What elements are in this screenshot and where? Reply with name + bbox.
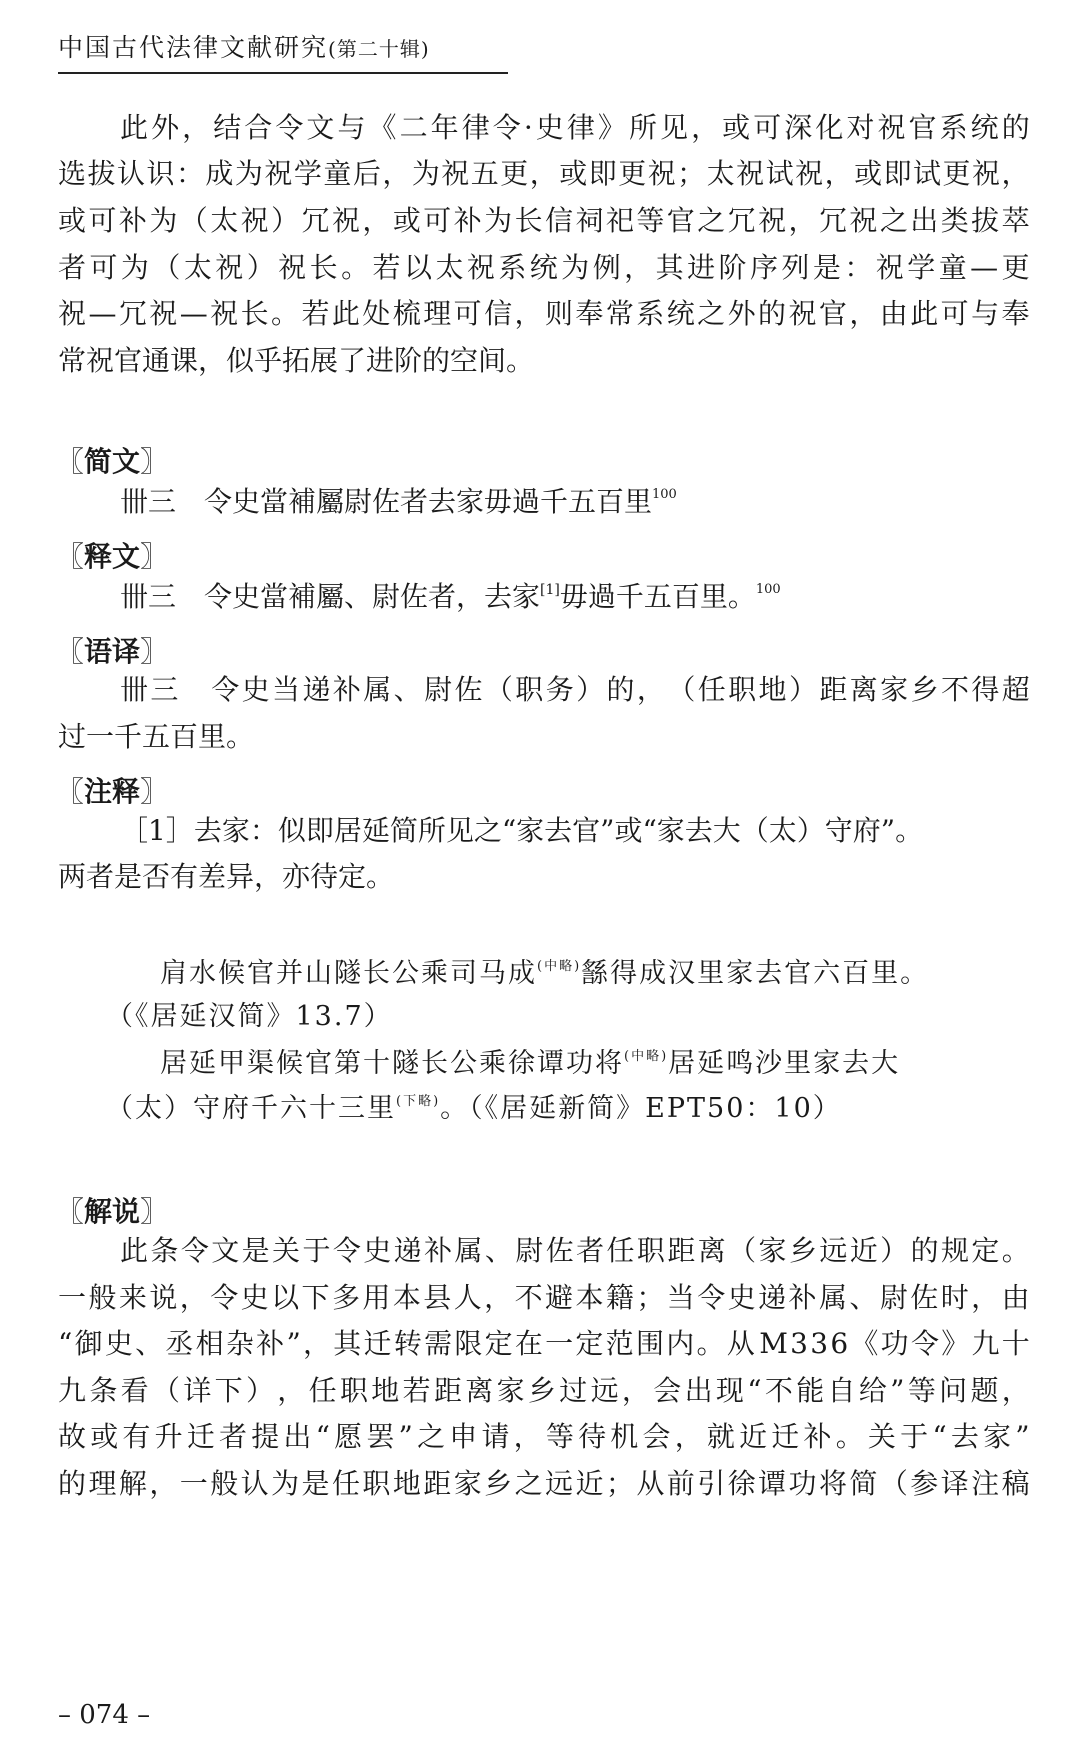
body-line: 此 条 令 文 是 关 于 令 史 递 补 属 、 尉 佐 者 任 职 距 离 （ 家 乡 远 近 ） 的 规 定 。 bbox=[120, 1234, 1030, 1267]
section-heading-yuyi: 〖语译〗 bbox=[56, 635, 169, 668]
slip-number: 100 bbox=[755, 582, 781, 597]
body-line: 九 条 看 （ 详 下 ） ， 任 职 地 若 距 离 家 乡 过 远 ， 会 出 现 “ 不 能 自 给 ” 等 问 题 ， bbox=[58, 1374, 1030, 1407]
note-line: 两者是否有差异，亦待定。 bbox=[58, 860, 395, 893]
body-line: 一 般 来 说 ， 令 史 以 下 多 用 本 县 人 ， 不 避 本 籍 ； 当 令 史 递 补 属 、 尉 佐 时 ， 由 bbox=[58, 1281, 1030, 1314]
yiwen-line: 过一千五百里。 bbox=[58, 720, 255, 753]
section-heading-shiwen: 〖释文〗 bbox=[56, 540, 169, 573]
quote-source: （《居延汉简》13.7） bbox=[106, 1001, 393, 1032]
note-marker: [1] bbox=[540, 582, 560, 598]
section-heading-jianwen: 〖简文〗 bbox=[56, 445, 169, 478]
quote-line: 肩水候官并山隧长公乘司马成 (中略) 䌛得成汉里家去官六百里。 bbox=[160, 958, 930, 989]
journal-volume: (第二十辑) bbox=[328, 37, 430, 61]
body-line: 选 拔 认 识 ： 成 为 祝 学 童 后 ， 为 祝 五 更 ， 或 即 更 祝 ； 太 祝 试 祝 ， 或 即 试 更 祝 ， bbox=[58, 157, 1030, 190]
body-line: 此 外 ， 结 合 令 文 与 《 二 年 律 令 · 史 律 》 所 见 ， 或 可 深 化 对 祝 官 系 统 的 bbox=[120, 111, 1030, 144]
running-header bbox=[58, 28, 508, 74]
section-heading-zhushi: 〖注释〗 bbox=[56, 775, 169, 808]
jianwen-text: 卌三 令史當補屬尉佐者去家毋過千五百里 100 bbox=[120, 485, 677, 518]
section-heading-jieshuo: 〖解说〗 bbox=[56, 1195, 169, 1228]
body-line: 者 可 为 （ 太 祝 ） 祝 长 。 若 以 太 祝 系 统 为 例 ， 其 进 阶 序 列 是 ： 祝 学 童 — 更 bbox=[58, 251, 1030, 284]
slip-number: 100 bbox=[652, 487, 677, 502]
quote-line: 居延甲渠候官第十隧长公乘徐谭功将 (中略) 居延鸣沙里家去大 bbox=[160, 1048, 901, 1079]
body-line: 或 可 补 为 （ 太 祝 ） 冗 祝 ， 或 可 补 为 长 信 祠 祀 等 官 之 冗 祝 ， 冗 祝 之 出 类 拔 萃 bbox=[58, 204, 1030, 237]
shiwen-text: 卌三 令史當補屬、尉佐者，去家 [1] 毋過千五百里。 100 bbox=[120, 580, 781, 613]
page-number: – 074 – bbox=[58, 1700, 151, 1730]
body-line: 祝 — 冗 祝 — 祝 长 。 若 此 处 梳 理 可 信 ， 则 奉 常 系 统 之 外 的 祝 官 ， 由 此 可 与 奉 bbox=[58, 297, 1030, 330]
journal-title: 中国古代法律文献研究 bbox=[58, 33, 329, 62]
note-line: ［1］去家：似即居延简所见之“家去官”或“家去大（太）守府”。 bbox=[120, 814, 924, 847]
quote-line: （太）守府千六十三里 (下略) 。（《居延新简》EPT50：10） bbox=[106, 1093, 842, 1124]
body-line: 的 理 解 ， 一 般 认 为 是 任 职 地 距 家 乡 之 远 近 ； 从 前 引 徐 谭 功 将 简 （ 参 译 注 稿 bbox=[58, 1467, 1030, 1500]
body-line: 故 或 有 升 迁 者 提 出 “ 愿 罢 ” 之 申 请 ， 等 待 机 会 ， 就 近 迁 补 。 关 于 “ 去 家 ” bbox=[58, 1420, 1030, 1453]
yiwen-line: 卌 三 令 史 当 递 补 属 、 尉 佐 （ 职 务 ） 的 ， （ 任 职 地 ） 距 离 家 乡 不 得 超 bbox=[120, 673, 1030, 706]
body-line: “ 御 史 、 丞 相 杂 补 ” ， 其 迁 转 需 限 定 在 一 定 范 围 内 。 从 M 3 3 6 《 功 令 》 九 十 bbox=[58, 1327, 1030, 1360]
body-line: 常祝官通课，似乎拓展了进阶的空间。 bbox=[58, 344, 535, 377]
